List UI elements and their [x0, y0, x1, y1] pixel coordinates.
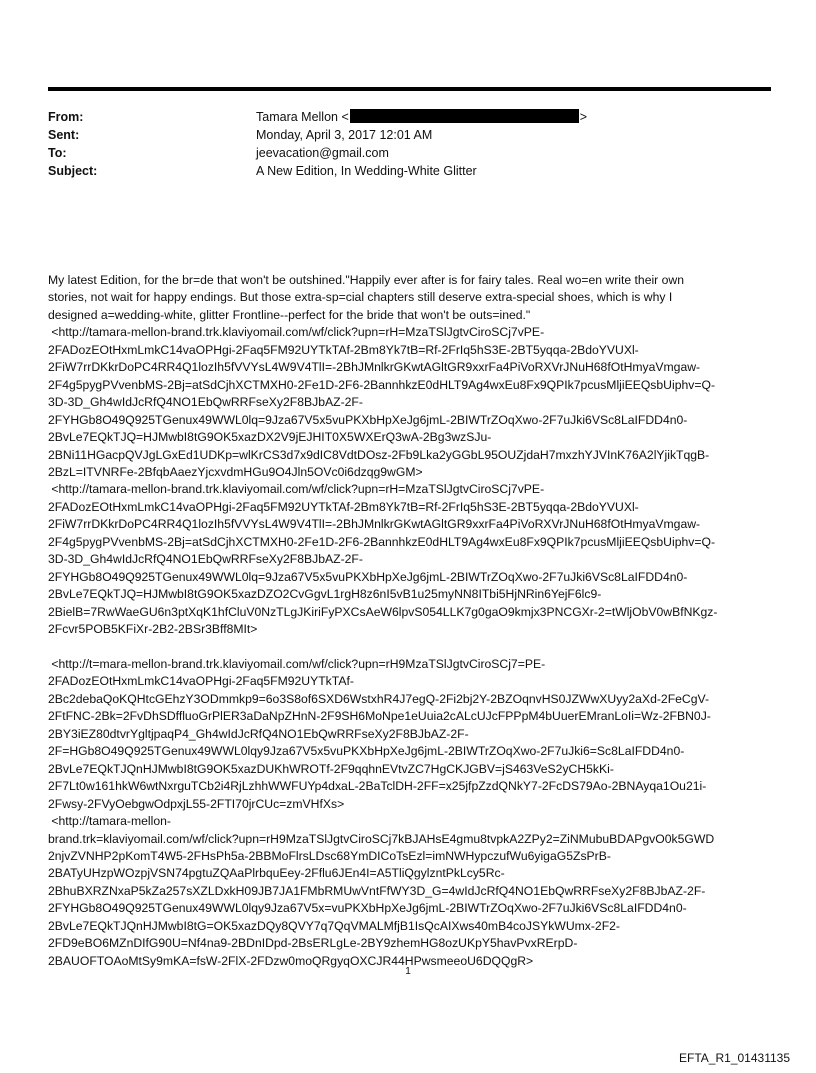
- body-line: 2FADozEOtHxmLmkC14vaOPHgi-2Faq5FM92UYTkTAf-2Bm8Yk7tB=Rf-2FrIq5hS3E-2BT5yqqa-2BdoYVUXl-: [48, 499, 639, 514]
- from-label: From:: [48, 110, 84, 124]
- from-name: Tamara Mellon <: [256, 110, 349, 124]
- body-line: 2BhuBXRZNxaP5kZa257sXZLDxkH09JB7JA1FMbRMUwVntFfWY3D_G=4wIdJcRfQ4NO1EbQwRRFseXy2F8BJbAZ-2F-: [48, 883, 706, 898]
- body-line: 2FYHGb8O49Q925TGenux49WWL0lqy9Jza67V5x=vuPKXbHpXeJg6jmL-2BIWTrZOqXwo-2F7uJki6VSc8LaIFDD4n0-: [48, 901, 687, 916]
- body-line: 2FADozEOtHxmLmkC14vaOPHgi-2Faq5FM92UYTkTAf-2Bm8Yk7tB=Rf-2FrIq5hS3E-2BT5yqqa-2BdoYVUXl-: [48, 342, 639, 357]
- body-line: 3D-3D_Gh4wIdJcRfQ4NO1EbQwRRFseXy2F8BJbAZ-2F-: [48, 395, 363, 410]
- from-close: >: [579, 110, 588, 124]
- redaction-box: [350, 109, 579, 123]
- body-line: 2BvLe7EQkTJQ=HJMwbI8tG9OK5xazDX2V9jEJHIT0X5WXErQ3wA-2Bg3wzSJu-: [48, 430, 492, 445]
- body-line: 2FYHGb8O49Q925TGenux49WWL0lq=9Jza67V5x5vuPKXbHpXeJg6jmL-2BIWTrZOqXwo-2F7uJki6VSc8LaIFDD4n0-: [48, 569, 688, 584]
- sent-value: Monday, April 3, 2017 12:01 AM: [256, 128, 433, 142]
- body-line: 2FiW7rrDKkrDoPC4RR4Q1lozIh5fVVYsL4W9V4TlI=-2BhJMnlkrGKwtAGltGR9xxrFa4PiVoRXVrJNuH68fOtHmyaVmgaw-: [48, 517, 701, 532]
- header-rule: [48, 87, 771, 91]
- body-line: 2F7Lt0w161hkW6wtNxrguTCb2i4RjLzhhWWFUYp4dxaL-2BaTclDH-2FF=x25jfpZzdQNkY7-2FcDS79Ao-2BNAyqa1Ou21i-: [48, 779, 707, 794]
- body-line: [48, 639, 770, 656]
- body-line: <http://tamara-mellon-brand.trk.klaviyomail.com/wf/click?upn=rH=MzaTSlJgtvCiroSCj7vPE-: [48, 325, 545, 340]
- email-body: [48, 272, 770, 970]
- body-line: 2BvLe7EQkTJQnHJMwbI8tG=OK5xazDQy8QVY7q7QqVMALMfjB1IsQcAIXws40mB4coJSYkWUmx-2F2-: [48, 918, 620, 933]
- body-line: 2BAUOFTOAoMtSy9mKA=fsW-2FlX-2FDzw0moQRgyqOXCJR44HPwsmeeoU6DQQgR>: [48, 953, 534, 968]
- body-line: 2BielB=7RwWaeGU6n3ptXqK1hfCluV0NzTLgJKiriFyPXCsAeW6lpvS054LLK7g0gaO9kmjx3PNCGXr-2=tWljObV0wBfNKgz-: [48, 604, 718, 619]
- body-line: 2FtFNC-2Bk=2FvDhSDffluoGrPlER3aDaNpZHnN-2F9SH6MoNpe1eUuia2cALcUJcFPPpM4bUuerEMranLoIi=Wz-2FBN0J-: [48, 709, 711, 724]
- body-line: 2FADozEOtHxmLmkC14vaOPHgi-2Faq5FM92UYTkTAf-: [48, 674, 354, 689]
- subject-value: A New Edition, In Wedding-White Glitter: [256, 164, 477, 178]
- body-line: 2FD9eBO6MZnDIfG90U=Nf4na9-2BDnIDpd-2BsERLgLe-2BY9zhemHG8ozUKpY5havPvxRErpD-: [48, 936, 578, 951]
- sent-label: Sent:: [48, 128, 80, 142]
- body-line: <http://tamara-mellon-brand.trk.klaviyomail.com/wf/click?upn=rH=MzaTSlJgtvCiroSCj7vPE-: [48, 482, 545, 497]
- from-row: [48, 108, 771, 126]
- body-line: <http://tamara-mellon-: [48, 814, 171, 829]
- body-line: 2FiW7rrDKkrDoPC4RR4Q1lozIh5fVVYsL4W9V4TlI=-2BhJMnlkrGKwtAGltGR9xxrFa4PiVoRXVrJNuH68fOtHmyaVmgaw-: [48, 360, 701, 375]
- to-row: [48, 144, 771, 162]
- body-line: 2Bc2debaQoKQHtcGEhzY3ODmmkp9=6o3S8of6SXD6WstxhR4J7egQ-2Fi2bj2Y-2BZOqnvHS0JZWwXUyy2aXd-2FeCgV-: [48, 691, 710, 706]
- body-line: designed a=wedding-white, glitter Frontline--perfect for the bride that won't be outs=ined.": [48, 307, 531, 322]
- from-value: [256, 108, 587, 126]
- document-id: EFTA_R1_01431135: [679, 1051, 790, 1065]
- sent-row: [48, 126, 771, 144]
- body-line: stories, not wait for happy endings. But those extra-sp=cial chapters still deserve extra-special shoes, which is why I: [48, 290, 673, 305]
- body-line: 2njvZVNHP2pKomT4W5-2FHsPh5a-2BBMoFlrsLDsc68YmDICoTsEzl=imNWHypczufWu6yigaG5ZsPrB-: [48, 848, 611, 863]
- subject-row: [48, 162, 771, 180]
- body-line: brand.trk=klaviyomail.com/wf/click?upn=rH9MzaTSlJgtvCiroSCj7kBJAHsE4gmu8tvpkA2ZPy2=ZiNMubuBDAPgvO0k5GWD: [48, 831, 715, 846]
- to-label: To:: [48, 146, 67, 160]
- body-line: 2F=HGb8O49Q925TGenux49WWL0lqy9Jza67V5x5vuPKXbHpXeJg6jmL-2BIWTrZOqXwo-2F7uJki6=Sc8LaIFDD4n0-: [48, 744, 685, 759]
- body-line: 2FYHGb8O49Q925TGenux49WWL0lq=9Jza67V5x5vuPKXbHpXeJg6jmL-2BIWTrZOqXwo-2F7uJki6VSc8LaIFDD4n0-: [48, 412, 688, 427]
- body-line: 2BY3iEZ80dtvrYgltjpaqP4_Gh4wIdJcRfQ4NO1EbQwRRFseXy2F8BJbAZ-2F-: [48, 726, 469, 741]
- body-line: 2BvLe7EQkTJQnHJMwbI8tG9OK5xazDUKhWROTf-2F9qqhnEVtvZC7HgCKJGBV=jS463VeS2yCH5kKi-: [48, 761, 614, 776]
- body-line: <http://t=mara-mellon-brand.trk.klaviyomail.com/wf/click?upn=rH9MzaTSlJgtvCiroSCj7=PE-: [48, 656, 546, 671]
- to-value: jeevacation@gmail.com: [256, 146, 389, 160]
- body-line: 2Fwsy-2FVyOebgwOdpxjL55-2FTI70jrCUc=zmVHfXs>: [48, 796, 345, 811]
- body-line: 3D-3D_Gh4wIdJcRfQ4NO1EbQwRRFseXy2F8BJbAZ-2F-: [48, 552, 363, 567]
- subject-label: Subject:: [48, 164, 98, 178]
- body-line: 2BATyUHzpWOzpjVSN74pgtuZQAaPlrbquEey-2Fflu6JEn4I=A5TliQgylzntPkLcy5Rc-: [48, 866, 505, 881]
- body-line: 2F4g5pygPVvenbMS-2Bj=atSdCjhXCTMXH0-2Fe1D-2F6-2BannhkzE0dHLT9Ag4wxEu8Fx9QPIk7pcusMljiEEQsbUiphv=Q-: [48, 534, 715, 549]
- body-line: My latest Edition, for the br=de that won't be outshined."Happily ever after is for fairy tales. Real wo=en write their own: [48, 273, 684, 287]
- body-line: 2BvLe7EQkTJQ=HJMwbI8tG9OK5xazDZO2CvGgvL1rgH8z6nI5vB1u25myNN8ITbi5HjNRin6YejF6lc9-: [48, 587, 602, 602]
- page-number: 1: [405, 966, 411, 977]
- body-line: 2F4g5pygPVvenbMS-2Bj=atSdCjhXCTMXH0-2Fe1D-2F6-2BannhkzE0dHLT9Ag4wxEu8Fx9QPIk7pcusMljiEEQsbUiphv=Q-: [48, 377, 715, 392]
- body-line: 2BNi11HGacpQVJgLGxEd1UDKp=wlKrCS3d7x9dIC8VdtDOsz-2Fb9Lka2yGGbL95OUZjdaH7mxzhYJVInK76A2lYjikTqgB-: [48, 447, 710, 462]
- body-line: 2Fcvr5POB5KFiXr-2B2-2BSr3Bff8MIt>: [48, 622, 258, 637]
- body-line: 2BzL=ITVNRFe-2BfqbAaezYjcxvdmHGu9O4Jln5OVc0i6dzqg9wGM>: [48, 464, 423, 479]
